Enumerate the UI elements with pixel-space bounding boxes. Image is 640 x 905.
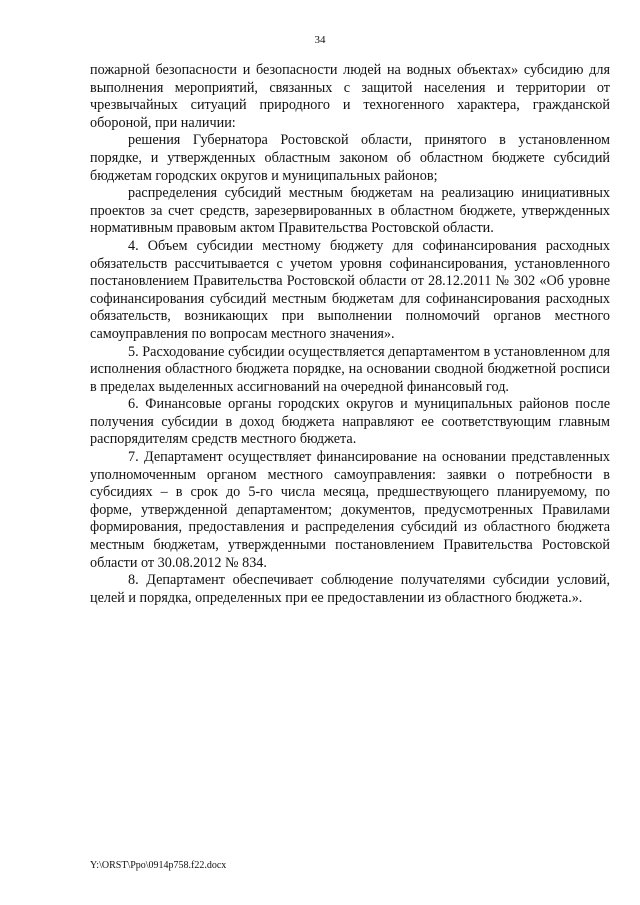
document-body [90,62,610,607]
page-number: 34 [314,34,326,46]
paragraph-item-6: 6. Финансовые органы городских округов и муниципальных районов после получения субсидии в доход бюджета направляют ее соответствующим главным распорядителям средств местного бюджета. [90,396,610,448]
paragraph-subsidy-distribution: распределения субсидий местным бюджетам на реализацию инициативных проектов за счет средств, зарезервированных в областном бюджете, утвержденных нормативным правовым актом Правительства Ростовской области. [90,185,610,237]
footer-file-path: Y:\ORST\Ppo\0914p758.f22.docx [90,860,227,871]
paragraph-continuation: пожарной безопасности и безопасности людей на водных объектах» субсидию для выполнения мероприятий, связанных с защитой населения и территории от чрезвычайных ситуаций природного и техногенного характера, гражданской обороной, при наличии: [90,62,610,131]
paragraph-governor-decision: решения Губернатора Ростовской области, принятого в установленном порядке, и утвержденных областным законом об областном бюджете субсидий бюджетам городских округов и муниципальных районов; [90,132,610,184]
paragraph-item-8: 8. Департамент обеспечивает соблюдение получателями субсидии условий, целей и порядка, определенных при ее предоставлении из областного бюджета.». [90,572,610,606]
paragraph-item-4: 4. Объем субсидии местному бюджету для софинансирования расходных обязательств рассчитывается с учетом уровня софинансирования, установленного постановлением Правительства Ростовской области от 28.12.2011 № 302 «Об уровне софинансирования субсидий местным бюджетам для софинансирования расходных обязательств, возникающих при выполнении полномочий органов местного самоуправления по вопросам местного значения». [90,237,610,342]
paragraph-item-7: 7. Департамент осуществляет финансирование на основании представленных уполномоченным органом местного самоуправления: заявки о потребности в субсидиях – в срок до 5-го числа месяца, предшествующего планируемому, по форме, утвержденной департаментом; документов, предусмотренных Правилами формирования, предоставления и распределения субсидий из областного бюджета местным бюджетам, утвержденными постановлением Правительства Ростовской области от 30.08.2012 № 834. [90,449,610,571]
paragraph-item-5: 5. Расходование субсидии осуществляется департаментом в установленном для исполнения областного бюджета порядке, на основании сводной бюджетной росписи в пределах выделенных ассигнований на очередной финансовый год. [90,343,610,395]
